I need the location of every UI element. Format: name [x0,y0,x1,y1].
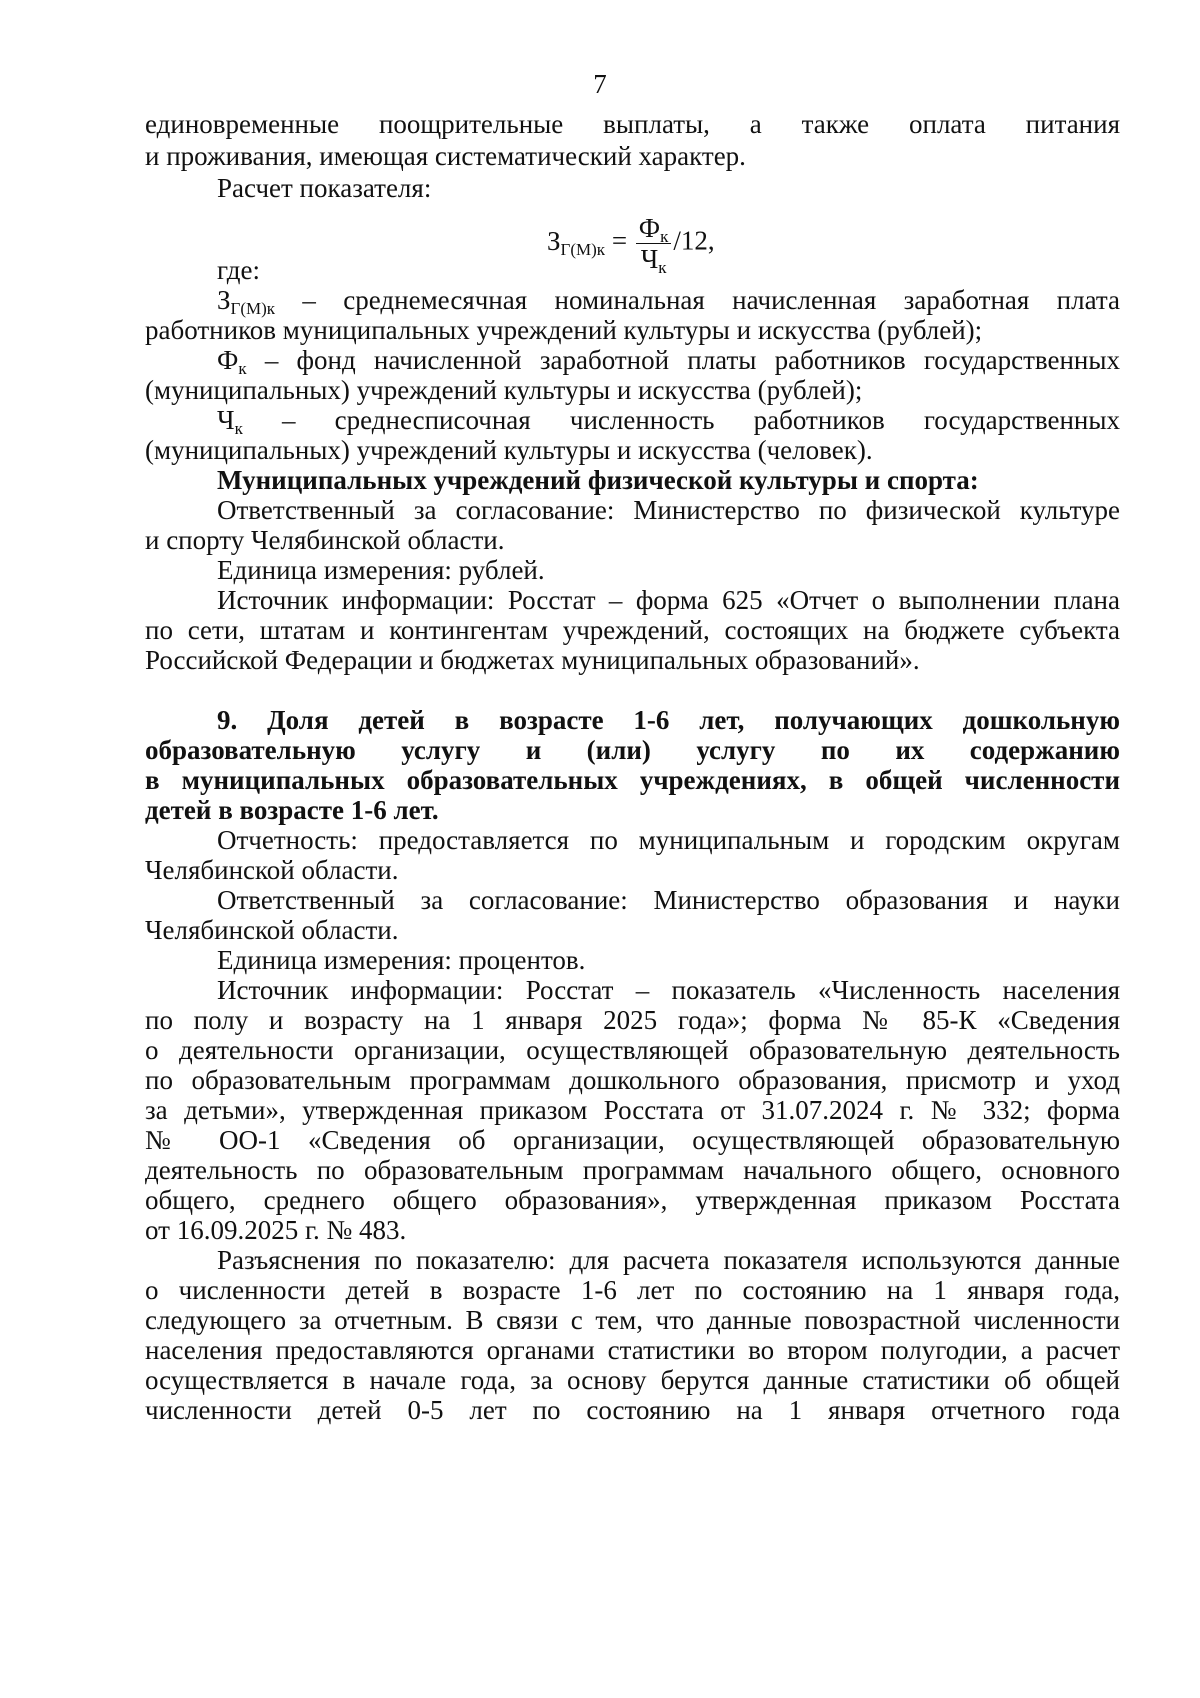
section-heading: образовательную услугу и (или) услугу по их содержанию [145,735,1120,765]
section-heading: детей в возрасте 1-6 лет. [145,795,439,825]
paragraph-line: численности детей 0-5 лет по состоянию на 1 января отчетного года [145,1395,1120,1425]
paragraph-line: Отчетность: предоставляется по муниципальным и городским округам [217,825,1120,855]
paragraph-line: и спорту Челябинской области. [145,525,505,555]
paragraph-line: Разъяснения по показателю: для расчета показателя используются данные [217,1245,1120,1275]
sport-heading: Муниципальных учреждений физической культуры и спорта: [217,465,979,495]
calc-label: Расчет показателя: [217,173,432,203]
paragraph-line: Челябинской области. [145,915,399,945]
paragraph-line: Источник информации: Росстат – показатель «Численность населения [217,975,1120,1005]
formula-denominator: $Ч_к$ [640,244,667,277]
paragraph-line: единовременные поощрительные выплаты, а также оплата питания [145,109,1120,139]
definition-line: работников муниципальных учреждений культуры и искусства (рублей); [145,315,983,345]
definition-line: $Ф_к$ – фонд начисленной заработной платы работников государственных [217,345,1120,378]
definition-line: (муниципальных) учреждений культуры и искусства (человек). [145,435,873,465]
paragraph-line: населения предоставляются органами статистики во втором полугодии, а расчет [145,1335,1120,1365]
section-heading: 9. Доля детей в возрасте 1-6 лет, получающих дошкольную [217,705,1120,735]
paragraph-line: № ОО-1 «Сведения об организации, осуществляющей образовательную [145,1125,1120,1155]
definition-line: (муниципальных) учреждений культуры и искусства (рублей); [145,375,863,405]
formula-tail: /12, [673,225,715,256]
paragraph-line: деятельность по образовательным программам начального общего, основного [145,1155,1120,1185]
page-number: 7 [593,69,607,99]
where-label: где: [217,255,260,285]
unit-line: Единица измерения: рублей. [217,555,545,585]
formula-equals: = [605,225,634,256]
definition-line: $Ч_к$ – среднесписочная численность работников государственных [217,405,1120,438]
formula-numerator: $Ф_к$ [636,213,672,244]
paragraph-line: Источник информации: Росстат – форма 625 «Отчет о выполнении плана [217,585,1120,615]
section-heading: в муниципальных образовательных учреждениях, в общей численности [145,765,1120,795]
paragraph-line: общего, среднего общего образования», утвержденная приказом Росстата [145,1185,1120,1215]
formula-lhs: $З_{Г(М)к}$ [547,225,606,259]
paragraph-line: Российской Федерации и бюджетах муниципальных образований». [145,645,920,675]
paragraph-line: следующего за отчетным. В связи с тем, что данные повозрастной численности [145,1305,1120,1335]
paragraph-line: за детьми», утвержденная приказом Росстата от 31.07.2024 г. № 332; форма [145,1095,1120,1125]
paragraph-line: Ответственный за согласование: Министерство по физической культуре [217,495,1120,525]
paragraph-line: Челябинской области. [145,855,399,885]
paragraph-line: от 16.09.2025 г. № 483. [145,1215,407,1245]
paragraph-line: по полу и возрасту на 1 января 2025 года»; форма № 85-К «Сведения [145,1005,1120,1035]
paragraph-line: о деятельности организации, осуществляющей образовательную деятельность [145,1035,1120,1065]
paragraph-line: по образовательным программам дошкольного образования, присмотр и уход [145,1065,1120,1095]
paragraph-line: о численности детей в возрасте 1-6 лет по состоянию на 1 января года, [145,1275,1120,1305]
paragraph-line: Ответственный за согласование: Министерство образования и науки [217,885,1120,915]
paragraph-line: осуществляется в начале года, за основу берутся данные статистики об общей [145,1365,1120,1395]
definition-line: $З_{Г(М)к}$ – среднемесячная номинальная начисленная заработная плата [217,285,1120,318]
paragraph-line: и проживания, имеющая систематический характер. [145,141,746,171]
paragraph-line: по сети, штатам и контингентам учреждений, состоящих на бюджете субъекта [145,615,1120,645]
unit-line: Единица измерения: процентов. [217,945,586,975]
